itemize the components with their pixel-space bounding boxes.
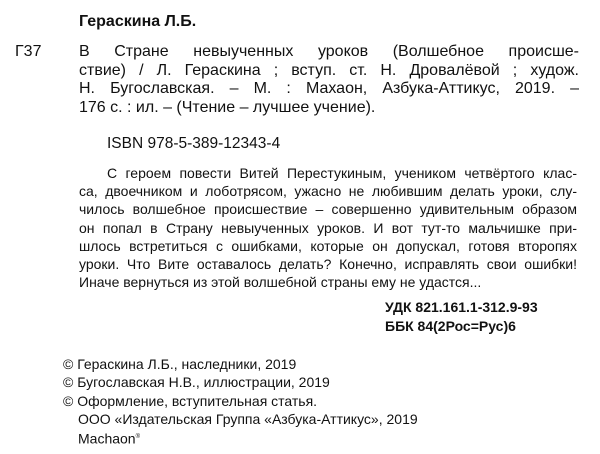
annotation-line: шлось встретиться с ошибками, которые он допускал, готовя второпях [79, 237, 577, 254]
publisher-line: ООО «Издательская Группа «Азбука-Аттикус», 2019 [78, 410, 418, 427]
brand-line [63, 428, 418, 448]
classification-code: Г37 [15, 43, 42, 60]
bibliographic-line: ствие) / Л. Гераскина ; вступ. ст. Н. Дровалёвой ; худож. [79, 61, 579, 79]
annotation-line: Иначе вернуться из этой волшебной страны ему не удастся... [79, 274, 482, 291]
copyright-notices [63, 355, 418, 448]
brand-name: Machaon [78, 430, 136, 447]
annotation-line: са, двоечником и лоботрясом, ужасно не любившим делать уроки, слу- [79, 183, 577, 200]
annotation-line: он попал в Страну невыученных уроков. И вот тут-то мальчишке при- [79, 219, 577, 236]
registered-mark: ® [135, 434, 141, 441]
bibliographic-line: Н. Бугославская. – М. : Махаон, Азбука-Аттикус, 2019. – [79, 80, 579, 97]
bibliographic-line: В Стране невыученных уроков (Волшебное происше- [79, 43, 579, 60]
bibliographic-entry [79, 43, 579, 117]
bibliographic-line: 176 с. : ил. – (Чтение – лучшее учение). [79, 98, 376, 116]
book-annotation [79, 164, 577, 291]
bbk-index: ББК 84(2Рос=Рус)6 [385, 317, 516, 334]
copyright-line: © Гераскина Л.Б., наследники, 2019 [63, 356, 297, 372]
annotation-line: С героем повести Витей Перестукиным, учеником четвёртого клас- [107, 165, 577, 181]
author-heading: Гераскина Л.Б. [79, 13, 197, 30]
annotation-line: уроки. Что Вите оставалось делать? Конечно, исправлять свои ошибки! [79, 256, 577, 273]
classification-indices [385, 298, 538, 335]
udk-index: УДК 821.161.1-312.9-93 [385, 299, 538, 315]
isbn-number: ISBN 978-5-389-12343-4 [107, 135, 281, 152]
copyright-line: © Оформление, вступительная статья. [63, 392, 318, 409]
annotation-line: чилось волшебное происшествие – совершенно удивительным образом [79, 201, 577, 218]
copyright-line: © Бугославская Н.В., иллюстрации, 2019 [63, 374, 330, 391]
